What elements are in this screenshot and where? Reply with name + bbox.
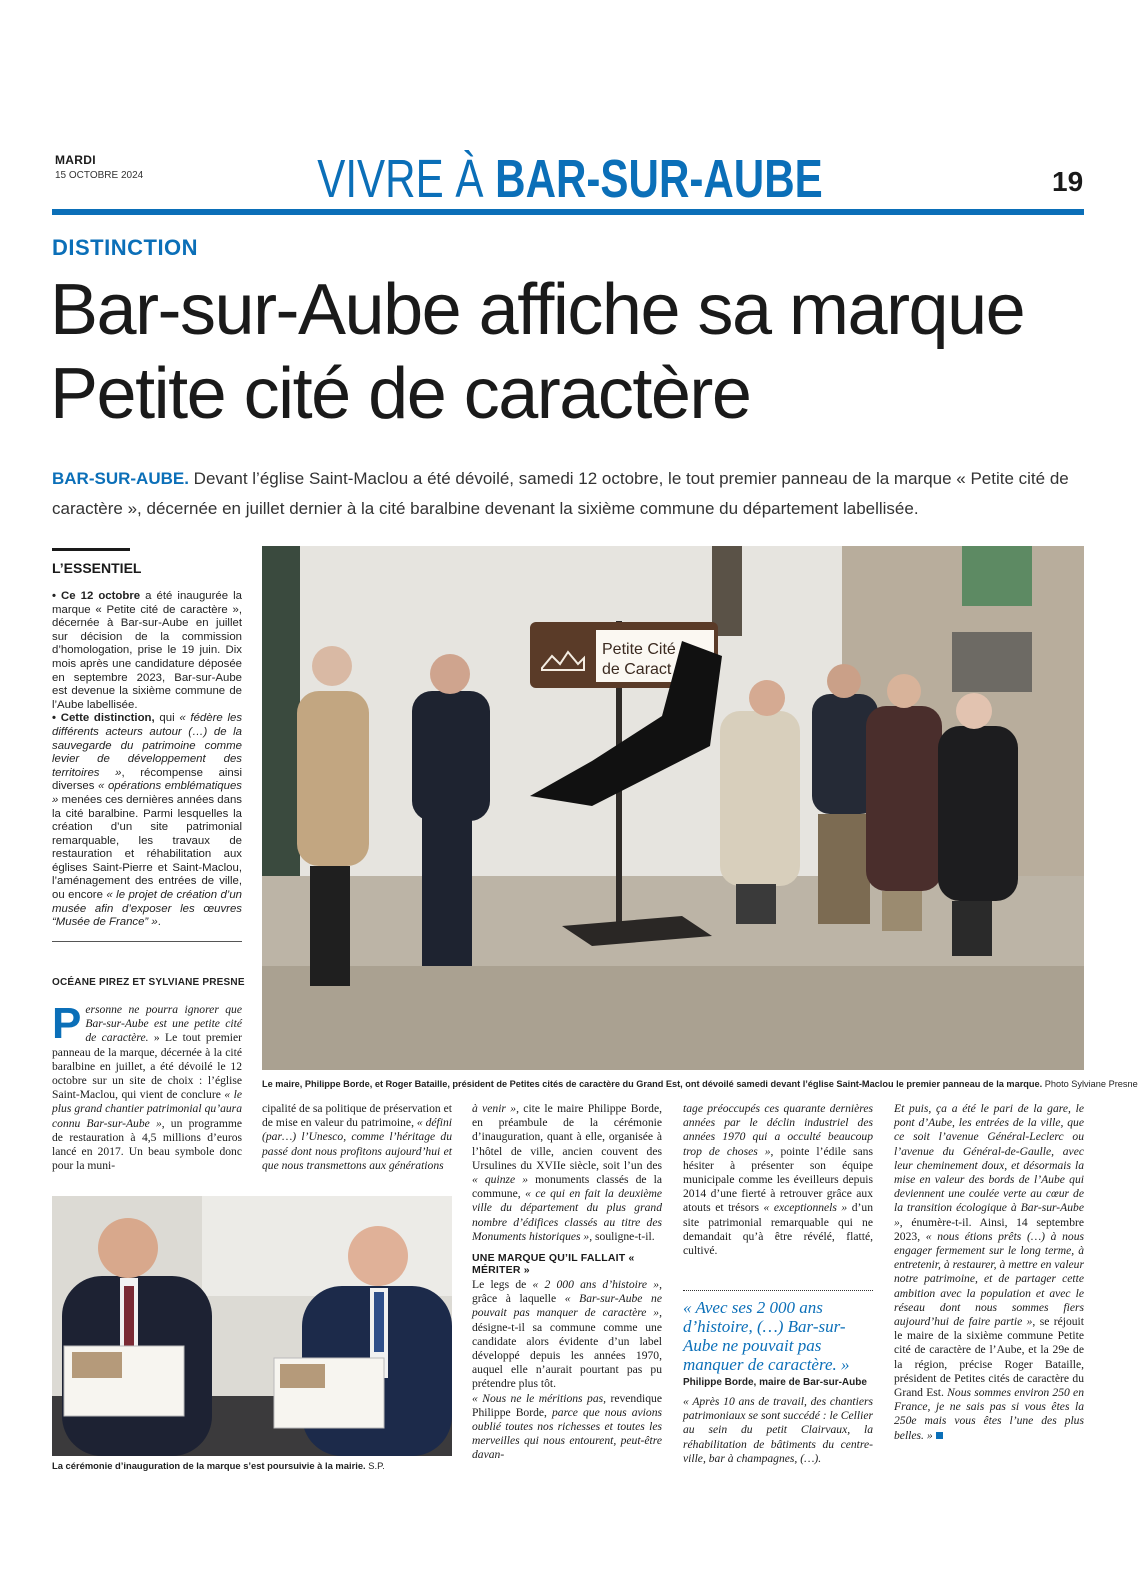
section-name: BAR-SUR-AUBE [495, 149, 823, 209]
mairie-photo [52, 1196, 452, 1456]
mairie-photo-caption: La cérémonie d’inauguration de la marque s’est poursuivie à la mairie. S.P. [52, 1460, 385, 1471]
main-photo-illustration [262, 546, 1084, 1070]
issue-day: MARDI [55, 153, 96, 167]
body-column-3: à venir », cite le maire Philippe Borde, en préambule de la cérémonie d’inauguration, quant à elle, organisée à l’hôtel de ville, ancien couvent des Ursulines du XVIIe siècle, soit l’un des « quinze » monuments classés de la commune, « ce qui en fait la deuxième ville du département du plus grand nombre d’édifices classés au titre des Monuments historiques », souligne-t-il. UNE MARQUE QU’IL FALLAIT « MÉRITER » Le legs de « 2 000 ans d’histoire », grâce à laquelle « Bar-sur-Aube ne pouvait pas manquer de caractère », désigne-t-il sa commune comme une candidate alors évidente d’un label développé depuis les années 1970, auquel elle n’aurait pourtant pas pu prétendre plus tôt. « Nous ne le méritions pas, revendique Philippe Borde, parce que nous avions oublié toutes nos richesses et toutes les merveilles qui nous entourent, peut-être davan- [472, 1102, 662, 1462]
article-lede [52, 464, 1082, 524]
essentiel-point-2: • Cette distinction, qui « fédère les différents acteurs autour (…) de la sauvegarde du patrimoine comme levier de développement des territoires », récompense ainsi diverses « opérations emblématiques » menées ces dernières années dans la cité baralbine. Parmi lesquelles la création d’un site patrimonial remarquable, les travaux de restauration et réhabilitation aux églises Saint-Pierre et Saint-Maclou, l’aménagement des entrées de ville, ou encore « le projet de création d’un musée afin d’exposer les œuvres “Musée de France” ». [52, 712, 243, 929]
body-column-5: Et puis, ça a été le pari de la gare, le pont d’Aube, les entrées de la ville, que ce soit l’avenue Général-Leclerc ou l’avenue du Général-de-Gaulle, avec leur cheminement doux, et désormais la mise en valeur des bords de l’Aube qui deviennent une coulée verte au cœur de la transition écologique à Bar-sur-Aube », énumère-t-il. Ainsi, 14 septembre 2023, « nous étions prêts (…) à nous engager fermement sur le long terme, à entretenir, à restaurer, à mettre en valeur notre patrimoine, et de partager cette ambition avec la population et avec le réseau dont nous sommes fiers aujourd’hui de faire partie », se réjouit le maire de la sixième commune Petite cité de caractère de l’Aube, et la 29e de la région, précise Roger Bataille, président de Petites cités de caractère du Grand Est. Nous sommes environ 250 en France, je ne sais pas si vous êtes la 250e mais vous êtes l’une des plus belles. » [894, 1102, 1085, 1442]
pull-quote-rule [683, 1290, 873, 1291]
body-column-4: tage préoccupés ces quarante dernières années par le déclin industriel des années 1970 qui a occulté beaucoup trop de choses », pointe l’édile sans hésiter à présenter son équipe municipale comme les éveilleurs depuis 2014 d’une fierté à retrouver grâce aux atouts et trésors « exceptionnels » d’un site patrimonial remarquable qui ne demandait qu’à être révélé, flatté, cultivé. [683, 1102, 873, 1258]
end-mark [936, 1432, 943, 1439]
sign-line-1: Petite Cité [602, 641, 676, 658]
main-photo-caption: Le maire, Philippe Borde, et Roger Bataille, président de Petites cités de caractère du Grand Est, ont dévoilé samedi devant l’église Saint-Maclou le premier panneau de la marque. Photo Sylviane Presne [262, 1079, 1138, 1089]
page-number: 19 [1052, 166, 1084, 197]
essentiel-bottom-rule [52, 941, 242, 942]
essentiel-title: L’ESSENTIEL [52, 560, 142, 576]
main-photo [262, 546, 1084, 1070]
drop-cap: P [52, 999, 82, 1048]
lede-text: Devant l’église Saint-Maclou a été dévoilé, samedi 12 octobre, le tout premier panneau de la marque « Petite cité de caractère », décernée en juillet dernier à la cité baralbine devenant la sixième commune du département labellisée. [52, 469, 1069, 518]
body-column-2: cipalité de sa politique de préservation et de mise en valeur du patrimoine, « défini (par…) l’Unesco, comme l’héritage du passé dont nous profitons aujourd’hui et que nous transmettons aux générations [262, 1102, 452, 1172]
article-byline: OCÉANE PIREZ ET SYLVIANE PRESNE [52, 977, 245, 988]
pull-quote: « Avec ses 2 000 ans d’histoire, (…) Bar-sur-Aube ne pouvait pas manquer de caractère. » [683, 1298, 850, 1374]
article-headline: Bar-sur-Aube affiche sa marque Petite cité de caractère [50, 270, 1025, 434]
body-column-1: Personne ne pourra ignorer que Bar-sur-Aube est une petite cité de caractère. » Le tout premier panneau de la marque, décernée à la cité baralbine en juillet, a été dévoilé le 12 octobre sur un site de choix : l’église Saint-Maclou, qui vient de conclure « le plus grand chantier patrimonial qu’aura connu Bar-sur-Aube », un programme de restauration à 4,5 millions d’euros lancé en 2017. Un beau symbole donc pour la muni- [52, 999, 243, 1173]
article-kicker: DISTINCTION [52, 235, 199, 260]
section-title [125, 148, 1014, 210]
sign-line-2: de Caract [602, 661, 672, 678]
body-subhead: UNE MARQUE QU’IL FALLAIT « MÉRITER » [472, 1252, 635, 1277]
mairie-photo-illustration [52, 1196, 452, 1456]
masthead-rule [52, 209, 1084, 215]
essentiel-point-1: • Ce 12 octobre a été inaugurée la marque « Petite cité de caractère », décernée à Bar-sur-Aube en juillet sur décision de la commission d’homologation, prise le 19 juin. Dix mois après une candidature déposée en septembre 2023, Bar-sur-Aube est devenue la sixième commune de l’Aube labellisée. [52, 590, 242, 711]
pull-quote-attribution: Philippe Borde, maire de Bar-sur-Aube [683, 1377, 867, 1388]
issue-date: 15 OCTOBRE 2024 [55, 170, 144, 181]
body-column-4-continued: « Après 10 ans de travail, des chantiers patrimoniaux se sont succédé : le Cellier au sein du petit Clairvaux, la réhabilitation de bâtiments du centre-ville, bar à champagnes, (…). [683, 1395, 873, 1465]
essentiel-rule [52, 548, 130, 551]
lede-city: BAR-SUR-AUBE. [52, 469, 189, 488]
section-prefix: VIVRE À [317, 149, 496, 209]
essentiel-body [52, 590, 242, 930]
